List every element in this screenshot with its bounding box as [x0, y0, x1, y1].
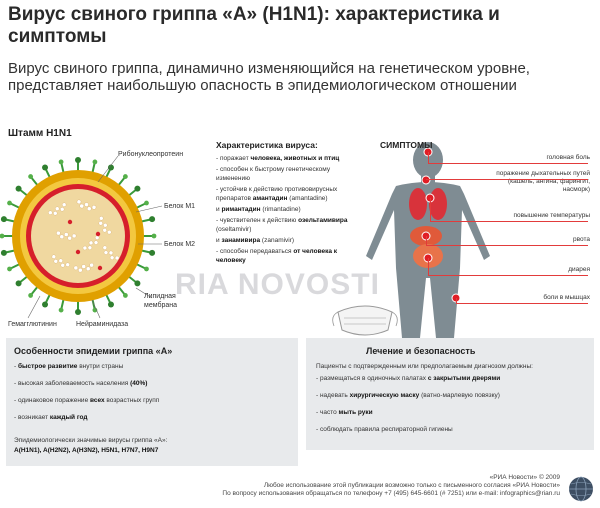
virus-spike-head	[152, 234, 157, 239]
list-item: - устойчив к действию противовирусных препаратов амантадин (amantadine)	[216, 186, 338, 202]
treatment-panel	[306, 338, 594, 450]
label-hemagglutinin: Гемагглютинин	[8, 321, 57, 328]
symptom-leader-line	[426, 179, 588, 180]
virus-spike-head	[42, 165, 48, 171]
virus-spike-head	[16, 186, 22, 192]
footer-usage: Любое использование этой публикации возможно только с письменного согласия «РИА Новости»	[263, 482, 560, 489]
epidemic-panel-title: Особенности эпидемии гриппа «А»	[14, 346, 173, 356]
list-item: - высокая заболеваемость населения (40%)	[14, 380, 148, 387]
characteristics-title: Характеристика вируса:	[216, 140, 318, 150]
virus-spike-head	[144, 201, 149, 206]
list-item: и занамивира (zanamivir)	[216, 237, 295, 244]
page-title: Вирус свиного гриппа «А» (H1N1): характеристика и симптомы	[8, 4, 500, 47]
label-protein-m2: Белок М2	[164, 241, 196, 248]
symptom-label: повышение температуры	[513, 212, 590, 219]
list-item: - одинаковое поражение всех возрастных групп	[14, 397, 160, 404]
symptom-leader-line	[428, 275, 588, 276]
symptom-leader-line	[426, 245, 588, 246]
list-item: - способен к быстрому генетическому изменению	[216, 166, 331, 182]
symptoms-title: СИМПТОМЫ	[380, 140, 433, 150]
virus-spike-head	[108, 301, 114, 307]
symptom-label: рвота	[573, 236, 590, 243]
footer	[120, 474, 560, 498]
virus-spike-head	[134, 186, 140, 192]
rnp-marker	[96, 232, 100, 236]
significant-viruses: A(H1N1), A(H2N2), A(H3N2), H5N1, H7N7, H9N7	[14, 447, 159, 454]
virus-spike-head	[123, 174, 128, 179]
footer-copyright: «РИА Новости» © 2009	[489, 474, 560, 481]
label-ribonucleoprotein: Рибонуклеопротеин	[118, 151, 184, 158]
treatment-panel-title: Лечение и безопасность	[366, 346, 476, 356]
list-item: - часто мыть руки	[316, 409, 373, 416]
symptom-leader-line	[430, 221, 588, 222]
list-item: - способен передаваться от человека к человеку	[216, 248, 338, 264]
label-lipid-membrane: Липидная мембрана	[144, 293, 177, 309]
symptom-dot	[422, 176, 430, 184]
significant-viruses-label: Эпидемиологически значимые вирусы гриппа «А»:	[14, 437, 168, 444]
list-item: - быстрое развитие внутри страны	[14, 363, 124, 370]
treatment-intro: Пациенты с подтвержденным или предполагаемым диагнозом должны:	[316, 363, 533, 370]
symptom-leader-line	[456, 303, 588, 304]
page-subtitle: Вирус свиного гриппа, динамично изменяющийся на генетическом уровне, представляет наибольшую опасность в эпидемиологическом отношении	[8, 60, 530, 94]
virus-spike-head	[59, 308, 64, 313]
virus-spike-head	[75, 157, 81, 163]
watermark: RIA NOVOSTI	[175, 268, 380, 301]
virus-spike-head	[75, 309, 81, 315]
surgical-mask-icon	[330, 296, 400, 342]
characteristics-list	[216, 154, 352, 267]
rnp-marker	[68, 220, 72, 224]
strain-title: Штамм H1N1	[8, 128, 72, 139]
symptom-leader-connector	[456, 298, 457, 303]
symptom-leader-line	[428, 163, 588, 164]
list-item: - чувствителен к действию озельтамивира (oseltamivir)	[216, 217, 348, 233]
virus-spike-head	[28, 293, 33, 298]
virus-spike-head	[42, 301, 48, 307]
symptom-leader-connector	[430, 198, 431, 221]
epidemic-panel	[6, 338, 298, 466]
list-item: - возникает каждый год	[14, 414, 88, 421]
virus-spike-head	[144, 267, 149, 272]
list-item: - поражает человека, животных и птиц	[216, 155, 340, 162]
label-protein-m1: Белок М1	[164, 203, 196, 210]
virus-diagram	[0, 140, 190, 340]
lungs-right	[429, 188, 447, 220]
list-item: - размещаться в одиночных палатах с закрытыми дверями	[316, 375, 501, 382]
list-item: - соблюдать правила респираторной гигиены	[316, 426, 453, 433]
symptom-label: диарея	[568, 266, 590, 273]
symptom-label: головная боль	[546, 154, 590, 161]
virus-spike-head	[28, 174, 33, 179]
symptom-leader-connector	[428, 258, 429, 275]
virus-spike-head	[149, 250, 155, 256]
rnp-marker	[98, 266, 102, 270]
lungs-left	[409, 188, 427, 220]
rnp-marker	[76, 250, 80, 254]
virus-spike-head	[16, 280, 22, 286]
symptom-label: боли в мышцах	[543, 294, 590, 301]
virus-spike-head	[7, 267, 12, 272]
virus-spike-head	[149, 216, 155, 222]
symptom-label: поражение дыхательных путей (кашель, ангина, фарингит, насморк)	[496, 170, 590, 193]
list-item: и римантадин (rimantadine)	[216, 206, 301, 213]
symptom-leader-connector	[426, 236, 427, 245]
virus-spike-head	[93, 160, 98, 165]
virus-spike-head	[0, 234, 4, 239]
virus-spike-head	[1, 216, 7, 222]
symptom-leader-connector	[426, 179, 427, 180]
virus-spike-head	[1, 250, 7, 256]
virus-spike-head	[59, 160, 64, 165]
list-item: - надевать хирургическую маску (ватно-марлевую повязку)	[316, 392, 500, 399]
ria-globe-logo-icon	[568, 476, 594, 502]
epidemic-list	[14, 362, 290, 430]
label-neuraminidase: Нейраминидаза	[76, 321, 129, 328]
treatment-list	[316, 374, 588, 442]
virus-spike-head	[134, 280, 140, 286]
virus-spike-head	[7, 201, 12, 206]
virus-spike-head	[123, 293, 128, 298]
symptom-leader-connector	[428, 152, 429, 163]
footer-contact: По вопросу использования обращаться по телефону +7 (495) 645-6601 (# 7251) или e-mail: infographics@rian.ru	[222, 490, 560, 497]
